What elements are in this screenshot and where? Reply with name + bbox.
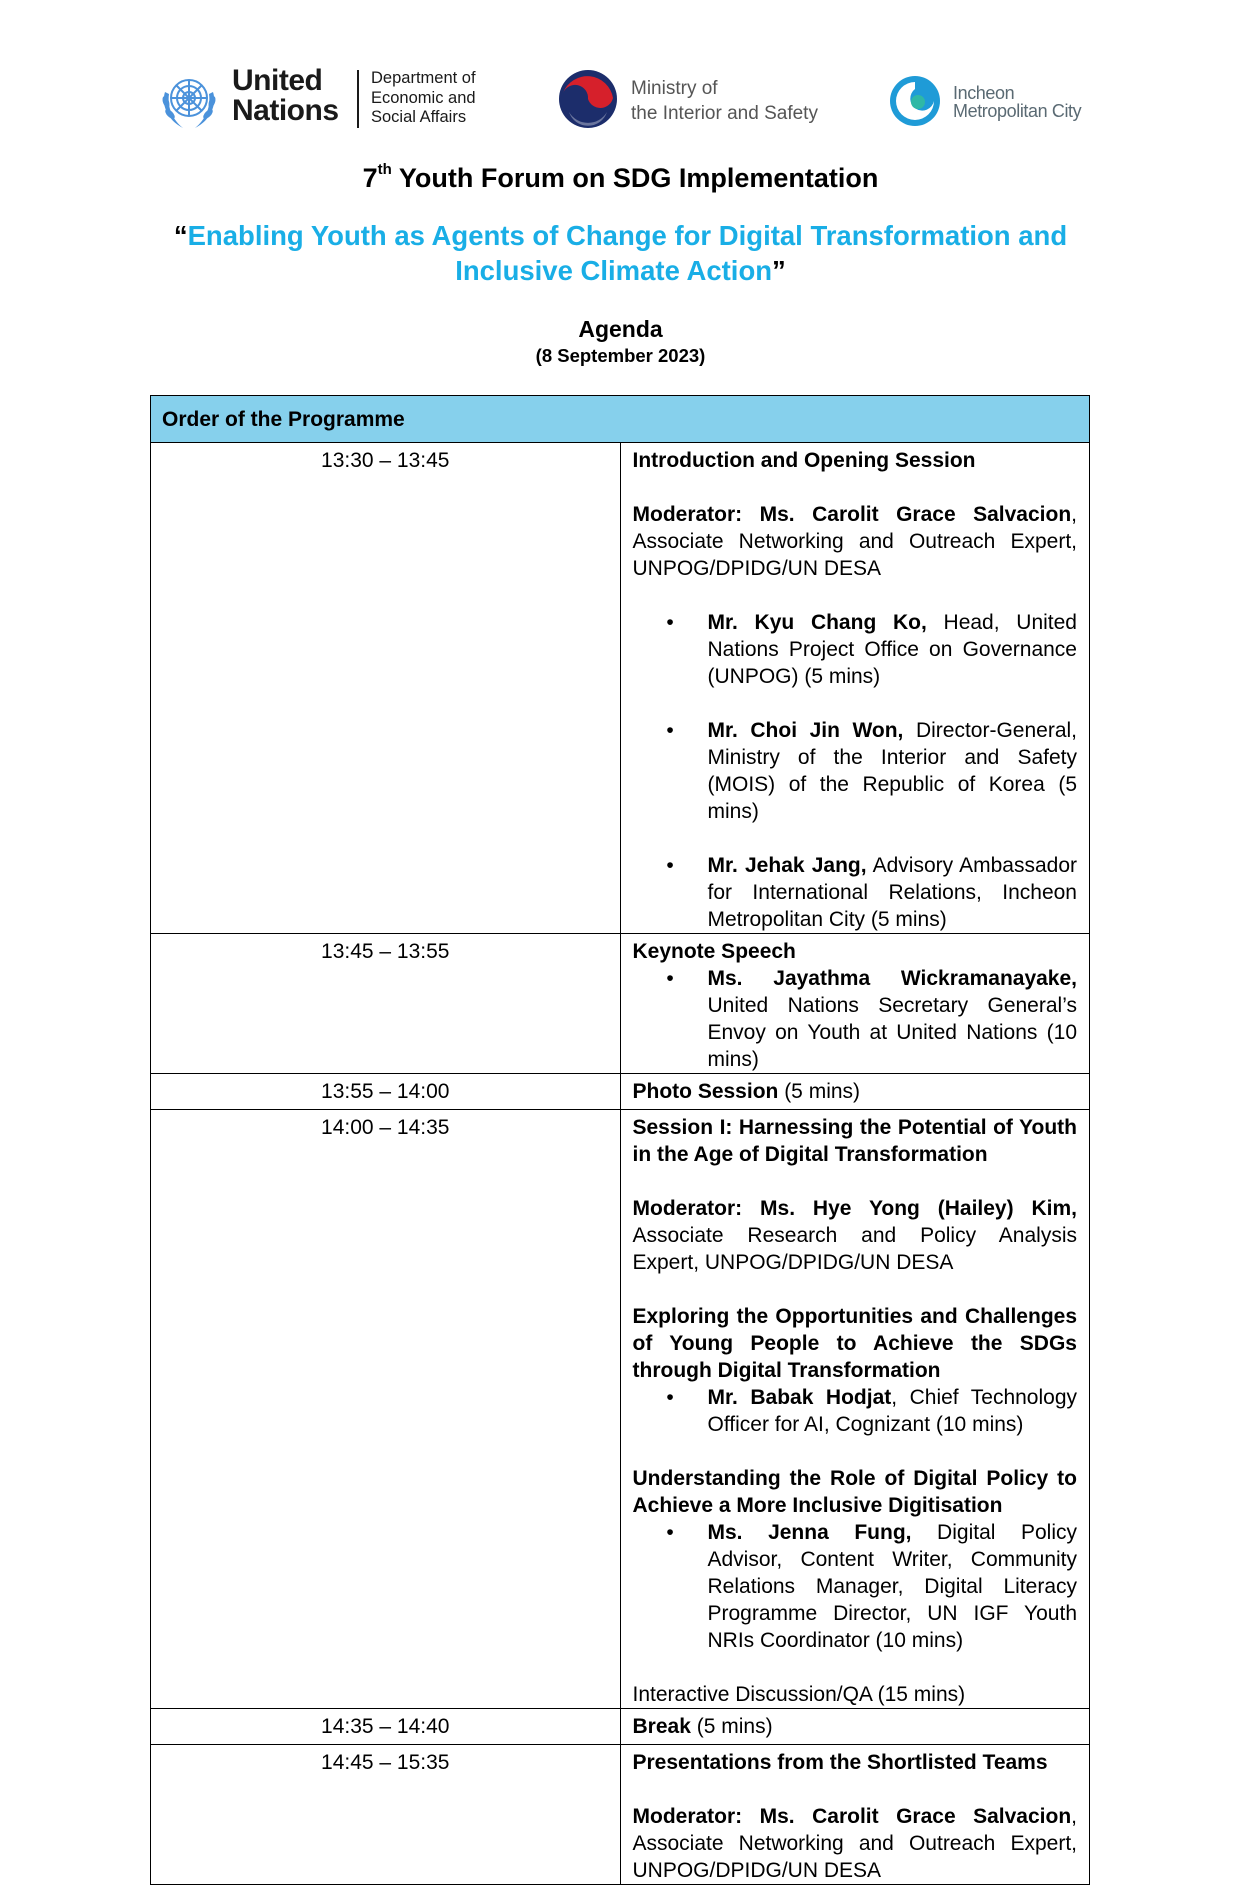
table-row: [151, 1709, 1090, 1745]
session-details: [620, 443, 1090, 934]
table-header: Order of the Programme: [151, 396, 1090, 443]
agenda-heading: Agenda: [578, 316, 663, 342]
forum-theme: “Enabling Youth as Agents of Change for Digital Transformation and Inclusive Climate Action”: [173, 220, 1068, 286]
session-title: Presentations from the Shortlisted Teams: [632, 1751, 1048, 1774]
table-row: [151, 934, 1090, 1074]
time-slot: 13:55 – 14:00: [151, 1074, 621, 1110]
time-slot: 14:35 – 14:40: [151, 1709, 621, 1745]
desa-wordmark: Department of Economic and Social Affairs: [371, 69, 476, 126]
session-details: Photo Session (5 mins): [620, 1074, 1090, 1110]
session-title: Introduction and Opening Session: [632, 449, 976, 472]
table-row: [151, 1110, 1090, 1709]
time-slot: 14:45 – 15:35: [151, 1745, 621, 1885]
incheon-swirl-icon: [888, 74, 942, 128]
table-header-row: [151, 396, 1090, 443]
session-title: Session I: Harnessing the Potential of Youth in the Age of Digital Transformation: [632, 1116, 1077, 1166]
list-item: • Mr. Babak Hodjat, Chief Technology Officer for AI, Cognizant (10 mins): [633, 1384, 1078, 1438]
session-details: [620, 1745, 1090, 1885]
session-details: Break (5 mins): [620, 1709, 1090, 1745]
time-slot: 14:00 – 14:35: [151, 1110, 621, 1709]
moderator: Moderator: Ms. Hye Yong (Hailey) Kim, Associate Research and Policy Analysis Expert, UNPOG/DPIDG/UN DESA: [632, 1197, 1077, 1274]
moderator: Moderator: Ms. Carolit Grace Salvacion, Associate Networking and Outreach Expert, UNPOG/DPIDG/UN DESA: [632, 1805, 1077, 1882]
session-title: Break: [632, 1715, 691, 1738]
topic-title: Understanding the Role of Digital Policy to Achieve a More Inclusive Digitisation: [632, 1467, 1077, 1517]
session-details: [620, 1110, 1090, 1709]
logo-divider: [357, 70, 359, 128]
list-item: • Ms. Jayathma Wickramanayake, United Nations Secretary General’s Envoy on Youth at United Nations (10 mins): [633, 965, 1078, 1073]
discussion-item: Interactive Discussion/QA (15 mins): [632, 1683, 966, 1706]
table-row: [151, 1745, 1090, 1885]
taegeuk-icon: [557, 68, 619, 130]
topic-title: Exploring the Opportunities and Challenges of Young People to Achieve the SDGs through Digital Transformation: [632, 1305, 1077, 1382]
list-item: • Mr. Choi Jin Won, Director-General, Ministry of the Interior and Safety (MOIS) of the Republic of Korea (5 mins): [633, 717, 1078, 825]
un-emblem-icon: [155, 66, 223, 134]
session-title: Photo Session: [632, 1080, 779, 1103]
partner-logos: [0, 64, 1241, 136]
list-item: • Mr. Jehak Jang, Advisory Ambassador for International Relations, Incheon Metropolitan City (5 mins): [633, 852, 1078, 933]
incheon-wordmark: Incheon Metropolitan City: [953, 83, 1082, 121]
session-title: Keynote Speech: [632, 940, 796, 963]
session-details: [620, 934, 1090, 1074]
time-slot: 13:45 – 13:55: [151, 934, 621, 1074]
list-item: • Ms. Jenna Fung, Digital Policy Advisor, Content Writer, Community Relations Manager, Digital Literacy Programme Director, UN IGF Youth NRIs Coordinator (10 mins): [633, 1519, 1078, 1654]
moderator: Moderator: Ms. Carolit Grace Salvacion, Associate Networking and Outreach Expert, UNPOG/DPIDG/UN DESA: [632, 503, 1077, 580]
time-slot: 13:30 – 13:45: [151, 443, 621, 934]
un-wordmark: United Nations: [232, 64, 339, 127]
mois-wordmark: Ministry of the Interior and Safety: [631, 78, 818, 124]
forum-title: 7th Youth Forum on SDG Implementation: [362, 161, 879, 193]
agenda-date: (8 September 2023): [535, 345, 706, 366]
table-row: [151, 443, 1090, 934]
table-row: [151, 1074, 1090, 1110]
programme-table: [150, 395, 1090, 1885]
list-item: • Mr. Kyu Chang Ko, Head, United Nations Project Office on Governance (UNPOG) (5 mins): [633, 609, 1078, 690]
